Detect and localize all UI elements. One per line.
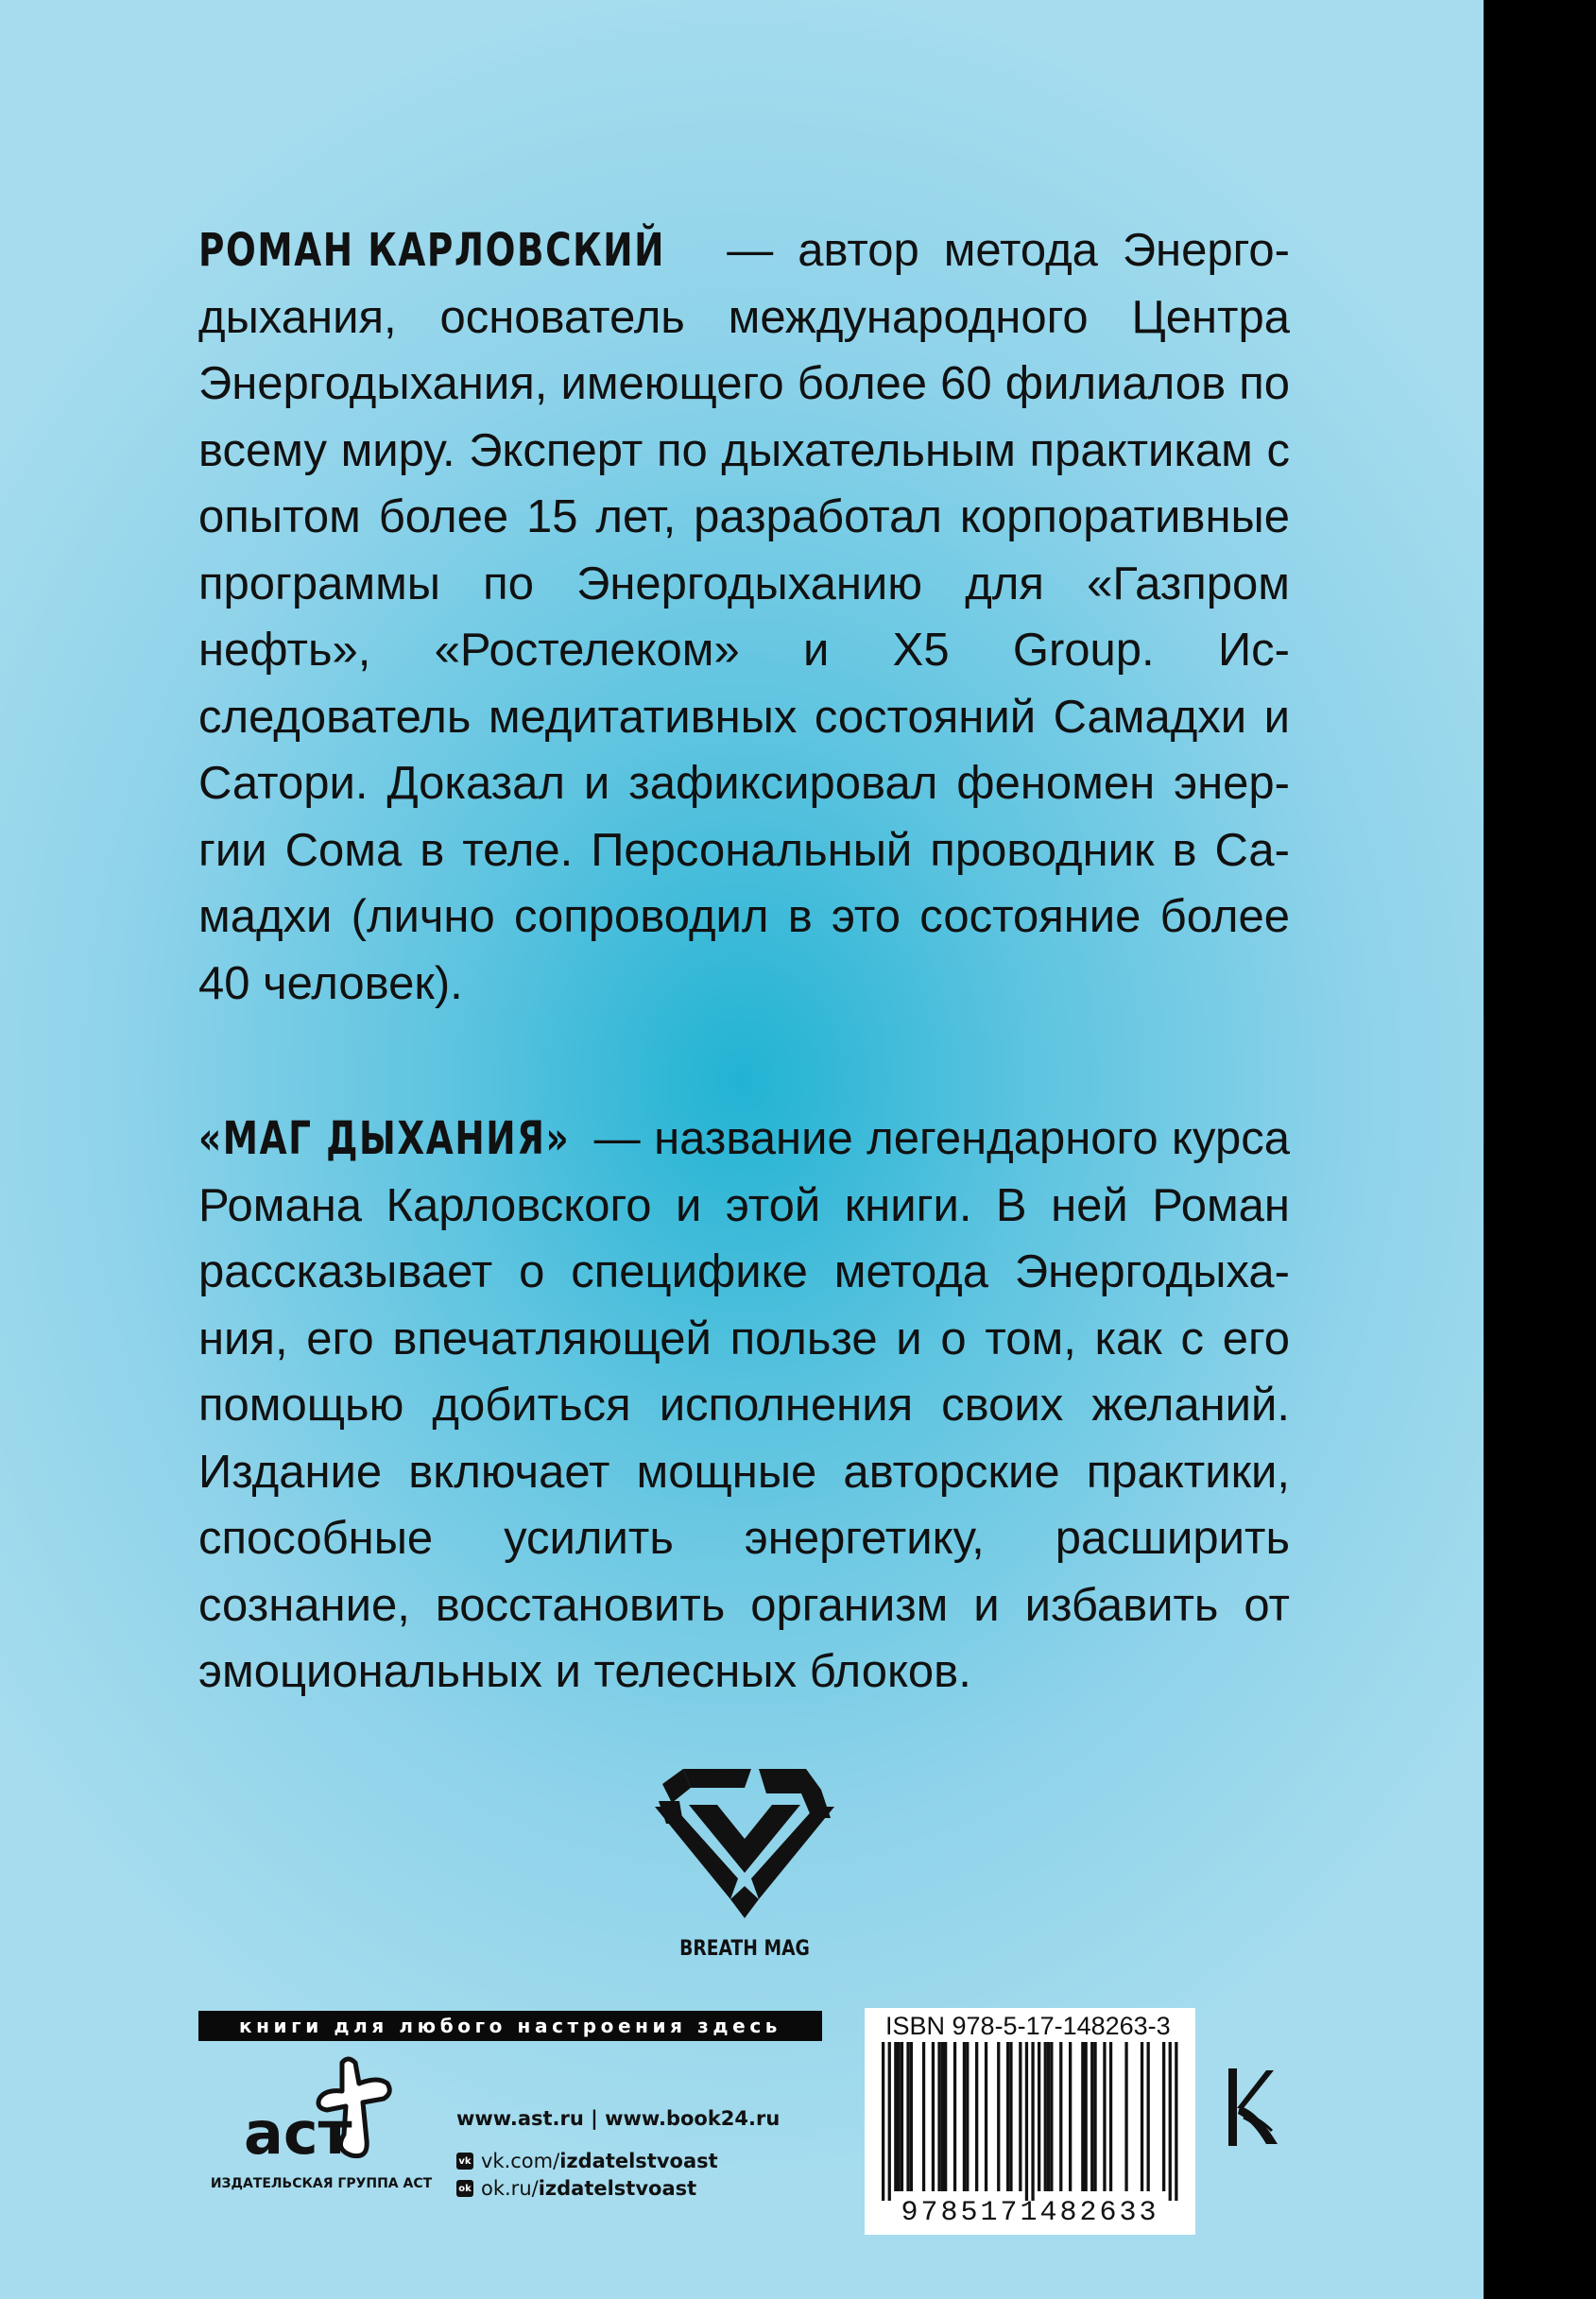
- vk-prefix: vk.com/: [481, 2150, 560, 2172]
- barcode-bar: [1019, 2042, 1021, 2191]
- barcode-bar: [1009, 2042, 1012, 2191]
- barcode-bar: [932, 2042, 935, 2191]
- k-imprint-logo-icon: [1225, 2065, 1281, 2150]
- barcode: [865, 2008, 1195, 2235]
- ean-digits: 9785171482633: [901, 2197, 1159, 2229]
- barcode-bar: [997, 2042, 1000, 2191]
- breath-mag-logo-icon: [645, 1748, 844, 1928]
- barcode-bar: [1006, 2042, 1009, 2191]
- barcode-bar: [1059, 2042, 1062, 2191]
- barcode-bar: [910, 2042, 913, 2191]
- author-name: РОМАН КАРЛОВСКИЙ: [198, 224, 666, 277]
- barcode-bar: [1085, 2042, 1088, 2191]
- barcode-bar: [1141, 2042, 1143, 2191]
- barcode-bar: [1124, 2042, 1127, 2191]
- barcode-bar: [963, 2042, 966, 2191]
- barcode-bar: [1093, 2042, 1096, 2191]
- vk-icon: vk: [456, 2153, 473, 2170]
- barcode-bar: [975, 2042, 978, 2191]
- barcode-bar: [1147, 2042, 1150, 2191]
- barcode-bar: [1109, 2042, 1112, 2191]
- author-bio: [198, 217, 1290, 1017]
- barcode-bar: [1031, 2042, 1034, 2201]
- barcode-bar: [953, 2042, 956, 2191]
- barcode-bar: [882, 2042, 884, 2201]
- barcode-bar: [1025, 2042, 1028, 2201]
- book-description: [198, 1106, 1290, 1706]
- barcode-bar: [1162, 2042, 1165, 2191]
- barcode-bar: [1103, 2042, 1106, 2191]
- barcode-bar: [937, 2042, 940, 2191]
- vk-link: [456, 2150, 718, 2172]
- book-title: «МАГ ДЫХАНИЯ»: [198, 1112, 571, 1165]
- book-description-text: — название легендарного курса Романа Карловского и этой книги. В ней Роман рассказывает о специфике метода Энергодыхания, его впечатляющей пользе и о том, как с его помощью добиться исполнения своих желаний. Издание включает мощные авторские практики, способные усилить энергетику, расширить сознание, восстановить организм и избавить от эмоциональных и телесных блоков.: [198, 1113, 1290, 1697]
- barcode-bar: [1044, 2042, 1047, 2191]
- barcode-bar: [1175, 2042, 1177, 2201]
- barcode-bar: [941, 2042, 944, 2191]
- publisher-websites: www.ast.ru | www.book24.ru: [456, 2107, 781, 2130]
- barcode-bar: [1047, 2042, 1050, 2191]
- barcode-bar: [1169, 2042, 1172, 2201]
- barcode-bar: [898, 2042, 901, 2191]
- ast-logo-icon: [236, 2055, 397, 2164]
- barcode-bar: [888, 2042, 891, 2201]
- barcode-bar: [1038, 2042, 1040, 2191]
- barcode-bar: [944, 2042, 947, 2191]
- author-bio-text: — автор метода Энергодыхания, основатель международного Центра Энергодыхания, имеющего более 60 филиалов по всему миру. Эксперт по дыхательным практикам с опытом более 15 лет, разработал корпоративные программы по Энергодыханию для «Газпром нефть», «Ростелеком» и X5 Group. Исследователь медитативных состояний Самадхи и Сатори. Доказал и зафиксировал феномен энергии Сома в теле. Персональный проводник в Самадхи (лично сопроводил в это состояние более 40 человек).: [198, 225, 1290, 1009]
- barcode-bar: [922, 2042, 925, 2191]
- ok-handle: izdatelstvoast: [538, 2177, 697, 2200]
- barcode-bar: [1090, 2042, 1093, 2191]
- publisher-caption: ИЗДАТЕЛЬСКАЯ ГРУППА АСТ: [210, 2176, 433, 2191]
- barcode-bar: [901, 2042, 903, 2191]
- barcode-bars: [878, 2042, 1182, 2201]
- isbn-label: ISBN 978-5-17-148263-3: [885, 2012, 1171, 2040]
- ok-prefix: ok.ru/: [481, 2177, 539, 2200]
- barcode-bar: [1050, 2042, 1053, 2191]
- barcode-bar: [966, 2042, 969, 2191]
- ok-icon: ok: [456, 2180, 473, 2197]
- barcode-bar: [985, 2042, 987, 2191]
- series-name: BREATH MAG: [679, 1937, 810, 1961]
- barcode-bar: [1069, 2042, 1072, 2191]
- publisher-slogan: книги для любого настроения здесь: [198, 2011, 822, 2041]
- vk-handle: izdatelstvoast: [559, 2150, 718, 2172]
- barcode-bar: [894, 2042, 897, 2191]
- ast-logo-text: аст: [244, 2099, 352, 2164]
- barcode-bar: [1081, 2042, 1084, 2191]
- ok-link: [456, 2177, 696, 2200]
- spine-edge: [1484, 0, 1596, 2299]
- barcode-bar: [906, 2042, 909, 2191]
